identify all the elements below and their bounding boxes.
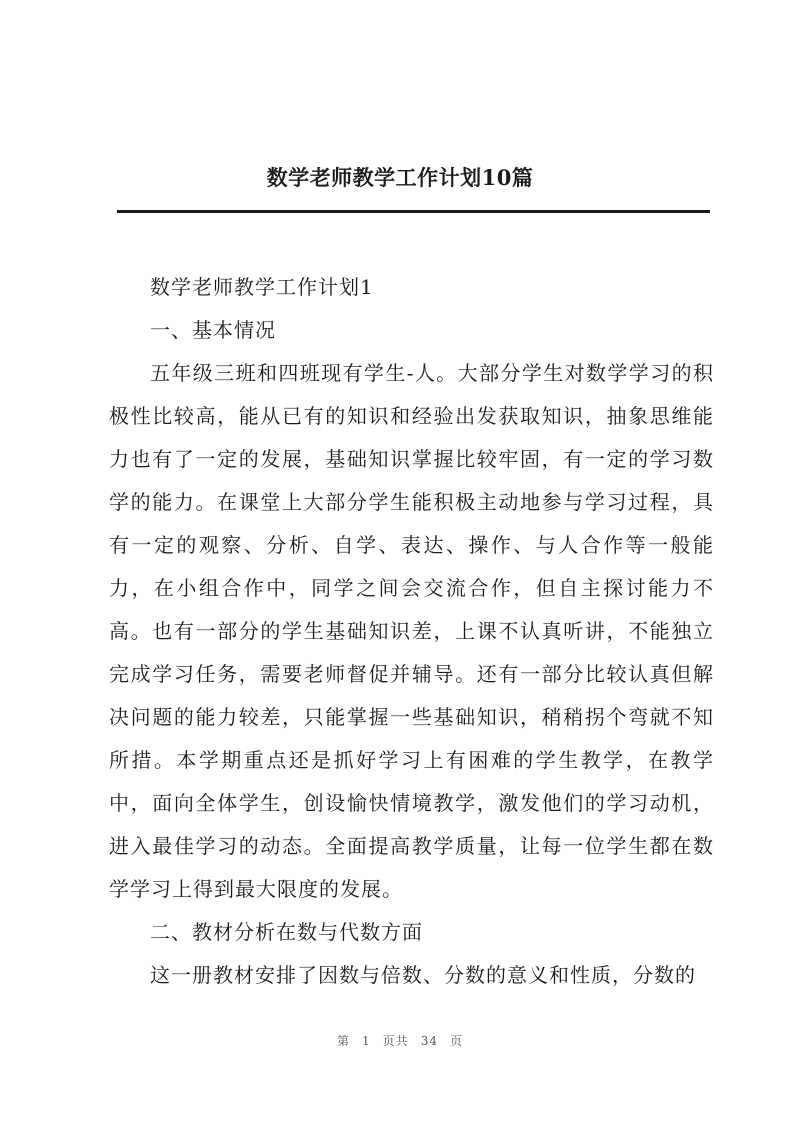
footer-label-pages: 页: [449, 1034, 463, 1048]
document-title: 数学老师教学工作计划10篇: [266, 165, 534, 190]
subsection-heading: 二、教材分析在数与代数方面: [150, 920, 423, 944]
footer-total-pages: 34: [420, 1034, 438, 1048]
title-divider: [117, 210, 710, 213]
body-paragraph: 这一册教材安排了因数与倍数、分数的意义和性质，分数的: [150, 963, 696, 987]
body-paragraph: 五年级三班和四班现有学生-人。大部分学生对数学学习的积极性比较高，能从已有的知识和经验出发获取知识，抽象思维能力也有了一定的发展，基础知识掌握比较牢固，有一定的学习数学的能力。在课堂上大部分学生能积极主动地参与学习过程，具有一定的观察、分析、自学、表达、操作、与人合作等一般能力，在小组合作中，同学之间会交流合作，但自主探讨能力不高。也有一部分的学生基础知识差，上课不认真听讲，不能独立完成学习任务，需要老师督促并辅导。还有一部分比较认真但解决问题的能力较差，只能掌握一些基础知识，稍稍拐个弯就不知所措。本学期重点还是抓好学习上有困难的学生教学，在教学中，面向全体学生，创设愉快情境教学，激发他们的学习动机，进入最佳学习的动态。全面提高教学质量，让每一位学生都在数学学习上得到最大限度的发展。: [109, 361, 714, 901]
footer-current-page: 1: [362, 1034, 371, 1048]
document-body: [109, 266, 714, 997]
footer-label-of: 页共: [382, 1034, 409, 1048]
section-heading: 数学老师教学工作计划1: [150, 275, 374, 299]
footer-label-page: 第: [337, 1034, 351, 1048]
subsection-heading: 一、基本情况: [150, 318, 276, 342]
page-footer: [0, 1032, 800, 1049]
